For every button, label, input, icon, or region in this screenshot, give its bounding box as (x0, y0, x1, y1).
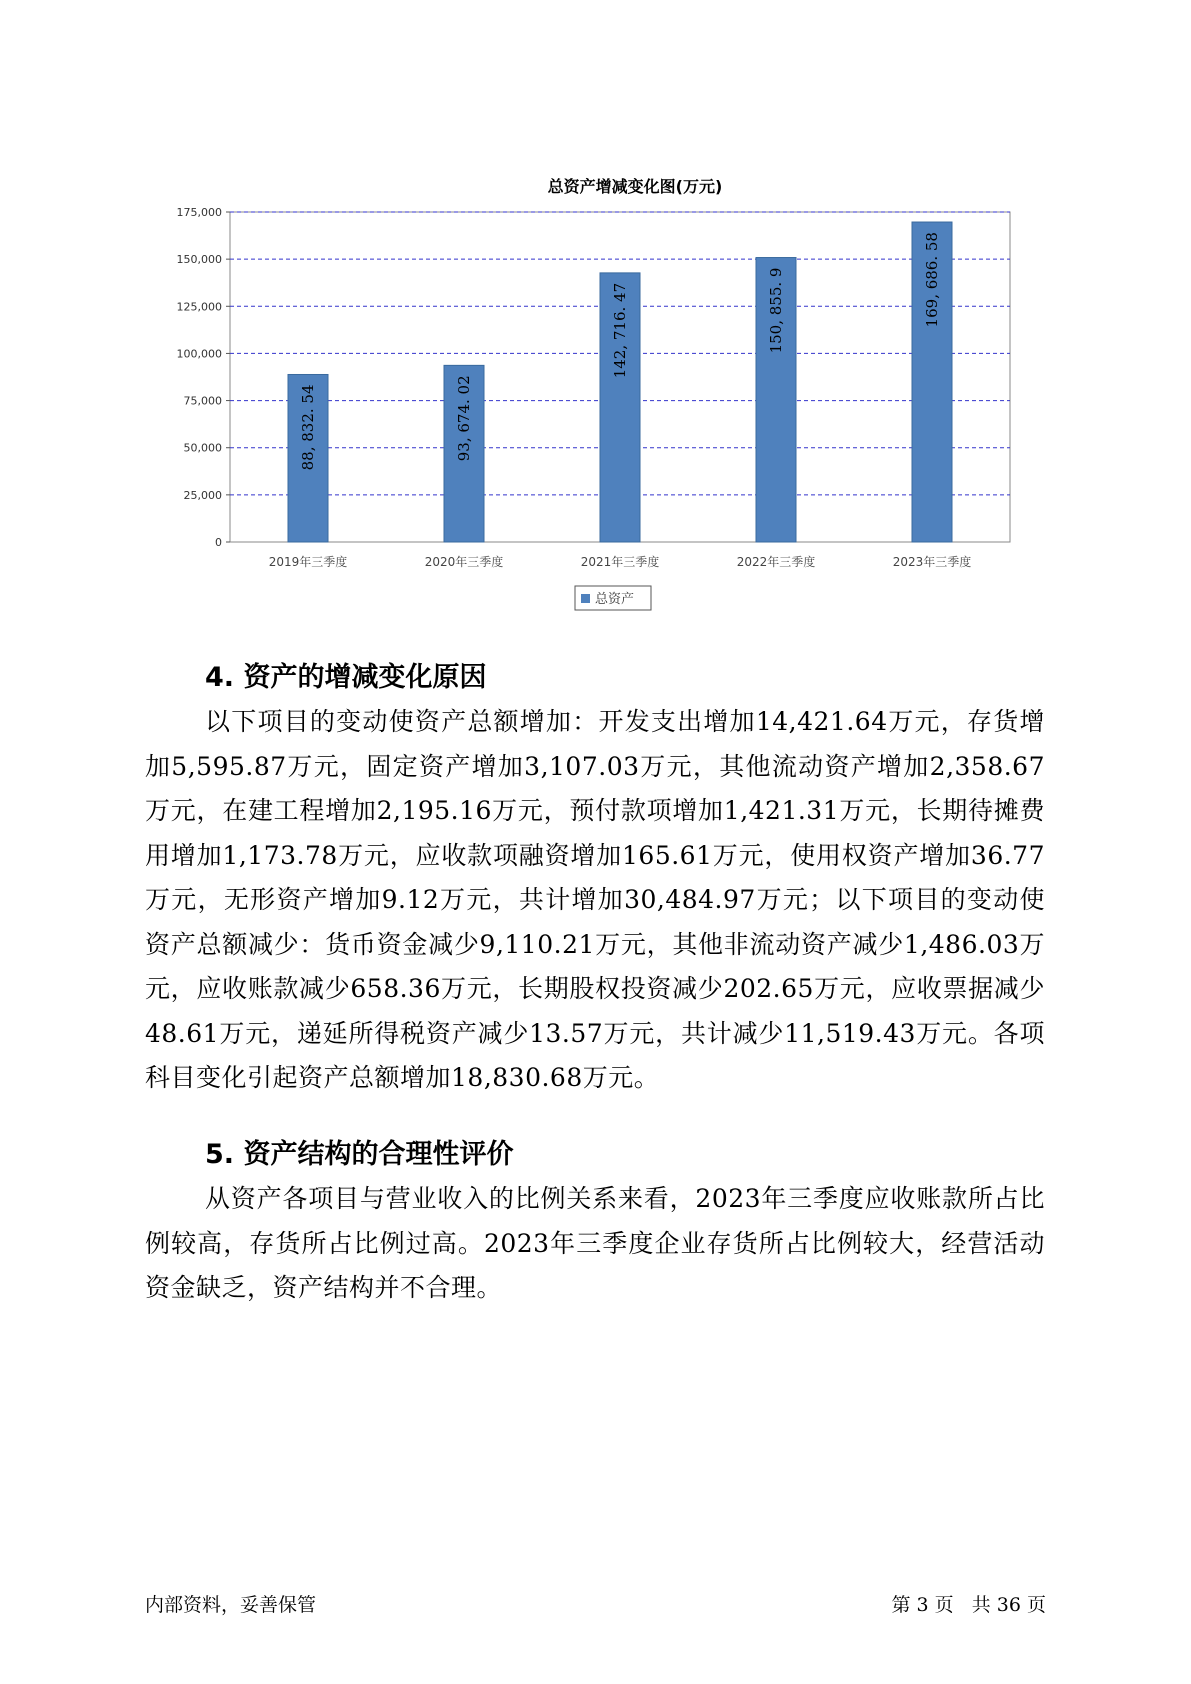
bar-chart-svg (160, 170, 1030, 620)
y-tick-label: 0 (215, 536, 222, 549)
footer-confidential-note: 内部资料，妥善保管 (145, 1594, 317, 1616)
legend-label: 总资产 (595, 592, 635, 607)
bar-data-label: 169, 686. 58 (923, 232, 941, 328)
legend-swatch (581, 594, 590, 603)
bar-data-label: 88, 832. 54 (299, 384, 317, 471)
footer-page-number: 第 3 页 共 36 页 (891, 1594, 1046, 1616)
x-tick-label: 2023年三季度 (892, 555, 972, 569)
y-tick-label: 75,000 (183, 394, 222, 408)
y-tick-label: 25,000 (183, 488, 222, 502)
y-tick-label: 150,000 (176, 253, 222, 267)
bar-data-label: 93, 674. 02 (455, 375, 473, 462)
section-heading-asset-change-reasons: 4. 资产的增减变化原因 (205, 662, 487, 693)
bar-data-label: 142, 716. 47 (611, 282, 629, 379)
y-tick-label: 50,000 (183, 441, 222, 455)
x-tick-label: 2022年三季度 (736, 555, 816, 569)
x-tick-label: 2019年三季度 (268, 555, 348, 569)
total-assets-chart (160, 170, 1030, 620)
bar-data-label: 150, 855. 9 (767, 267, 785, 354)
y-tick-label: 175,000 (176, 206, 222, 219)
paragraph-asset-change-reasons: 以下项目的变动使资产总额增加：开发支出增加14,421.64万元，存货增加5,595.87万元，固定资产增加3,107.03万元，其他流动资产增加2,358.67万元，在建工程增加2,195.16万元，预付款项增加1,421.31万元，长期待摊费用增加1,173.78万元，应收款项融资增加165.61万元，使用权资产增加36.77万元，无形资产增加9.12万元，共计增加30,484.97万元；以下项目的变动使资产总额减少：货币资金减少9,110.21万元，其他非流动资产减少1,486.03万元，应收账款减少658.36万元，长期股权投资减少202.65万元，应收票据减少48.61万元，递延所得税资产减少13.57万元，共计减少11,519.43万元。各项科目变化引起资产总额增加18,830.68万元。 (145, 707, 1045, 1092)
x-tick-label: 2021年三季度 (580, 555, 660, 569)
x-tick-label: 2020年三季度 (424, 555, 504, 569)
chart-title: 总资产增减变化图(万元) (547, 177, 723, 196)
y-tick-label: 125,000 (176, 300, 222, 314)
y-tick-label: 100,000 (176, 347, 222, 361)
section-heading-asset-structure: 5. 资产结构的合理性评价 (205, 1139, 514, 1170)
paragraph-asset-structure: 从资产各项目与营业收入的比例关系来看，2023年三季度应收账款所占比例较高，存货所占比例过高。2023年三季度企业存货所占比例较大，经营活动资金缺乏，资产结构并不合理。 (145, 1184, 1045, 1302)
